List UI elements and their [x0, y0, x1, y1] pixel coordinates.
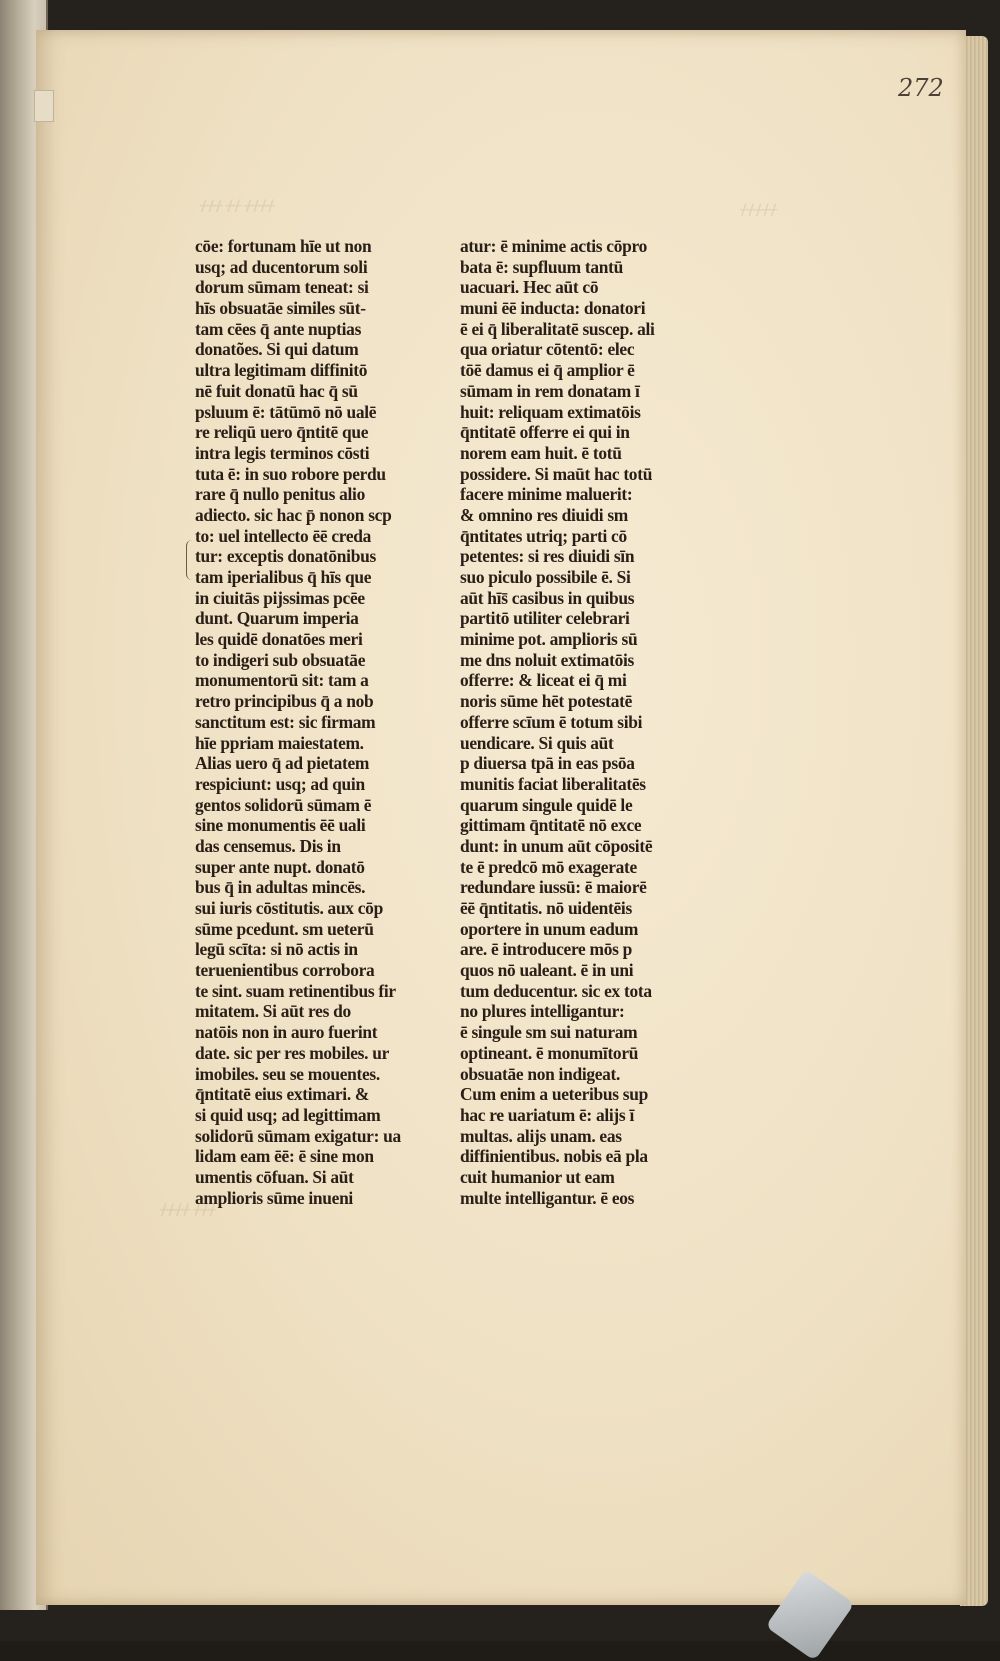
text-line: q̄ntitates utriq; parti cō: [460, 525, 627, 546]
text-line: uendicare. Si quis aūt: [460, 732, 614, 753]
text-line: uacuari. Hec aūt cō: [460, 277, 599, 298]
text-line: te ē predcō mō exagerate: [460, 856, 637, 877]
text-line: super ante nupt. donatō: [195, 856, 365, 877]
text-line: tur: exceptis donatōnibus: [195, 546, 376, 567]
text-line: te sint. suam retinentibus fir: [195, 980, 396, 1001]
text-line: intra legis terminos cōsti: [195, 442, 370, 463]
text-line: sanctitum est: sic firmam: [195, 711, 376, 732]
text-line: q̄ntitatē eius extimari. &: [195, 1084, 370, 1105]
text-line: hīe ppriam maiestatem.: [195, 732, 364, 753]
text-column-right: [460, 236, 710, 1206]
text-line: quos nō ualeant. ē in uni: [460, 960, 634, 981]
text-line: gentos solidorū sūmam ē: [195, 794, 372, 815]
text-line: diffinientibus. nobis eā pla: [460, 1146, 648, 1167]
text-line: tuta ē: in suo robore perdu: [195, 463, 386, 484]
text-line: retro principibus q̄ a nob: [195, 691, 374, 712]
text-line: dorum sūmam teneat: si: [195, 277, 369, 298]
text-line: optineant. ē monumītorū: [460, 1042, 639, 1063]
text-line: ē singule sm sui naturam: [460, 1022, 638, 1043]
text-line: obsuatāe non indigeat.: [460, 1063, 621, 1084]
text-line: cuit humanior ut eam: [460, 1166, 615, 1187]
text-line: cōe: fortunam hīe ut non: [195, 236, 372, 256]
text-line: solidorū sūmam exigatur: ua: [195, 1125, 401, 1146]
text-line: hac re uariatum ē: alijs ī: [460, 1104, 634, 1125]
text-line: sūme pcedunt. sm ueterū: [195, 918, 374, 939]
text-line: suo piculo possibile ē. Si: [460, 567, 631, 587]
text-line: redundare iussū: ē maiorē: [460, 877, 647, 898]
text-line: amplioris sūme inueni: [195, 1187, 353, 1208]
text-line: norem eam huit. ē totū: [460, 442, 622, 463]
text-line: usq; ad ducentorum soli: [195, 256, 368, 277]
text-line: q̄ntitatē offerre ei qui in: [460, 422, 630, 443]
text-line: nē fuit donatū hac q̄ sū: [195, 380, 358, 401]
text-line: offerre: & liceat ei q̄ mi: [460, 670, 627, 691]
text-line: donatões. Si qui datum: [195, 339, 359, 360]
text-line: minime pot. amplioris sū: [460, 629, 638, 650]
text-line: to: uel intellecto ēē creda: [195, 525, 372, 546]
text-line: noris sūme hēt potestatē: [460, 691, 632, 712]
folio-number: 272: [898, 74, 944, 102]
binding-tab: [34, 90, 54, 122]
text-line: date. sic per res mobiles. ur: [195, 1042, 390, 1063]
text-line: munitis faciat liberalitatēs: [460, 773, 646, 794]
text-line: re reliqū uero q̄ntitē que: [195, 422, 369, 443]
text-line: multas. alijs unam. eas: [460, 1125, 622, 1146]
text-line: lidam eam ēē: ē sine mon: [195, 1146, 374, 1167]
text-line: rare q̄ nullo penitus alio: [195, 484, 365, 505]
text-line: oportere in unum eadum: [460, 918, 639, 939]
text-line: dunt: in unum aūt cōpositē: [460, 835, 653, 856]
text-line: qua oriatur cōtentō: elec: [460, 339, 635, 360]
text-line: bus q̄ in adultas mincēs.: [195, 877, 366, 898]
text-line: partitō utiliter celebrari: [460, 608, 630, 629]
bleed-through-top: ᚋᚋᚋ ᚋᚋ ᚋᚋᚋᚋ: [200, 198, 275, 214]
text-line: respiciunt: usq; ad quin: [195, 773, 365, 794]
text-line: offerre scīum ē totum sibi: [460, 711, 643, 732]
text-line: possidere. Si maūt hac totū: [460, 463, 653, 484]
text-line: les quidē donatōes meri: [195, 629, 363, 650]
text-line: quarum singule quidē le: [460, 794, 633, 815]
text-line: ēē q̄ntitatis. nō uidentēis: [460, 898, 632, 918]
text-line: tam cēes q̄ ante nuptias: [195, 318, 362, 339]
text-line: monumentorū sit: tam a: [195, 670, 369, 691]
text-line: tōē damus ei q̄ amplior ē: [460, 360, 635, 381]
text-line: hīs obsuatāe similes sūt-: [195, 298, 366, 319]
text-line: gittimam q̄ntitatē nō exce: [460, 815, 642, 836]
text-line: sui iuris cōstitutis. aux cōp: [195, 898, 383, 918]
text-column-left: [195, 236, 445, 1206]
text-line: atur: ē minime actis cōpro: [460, 236, 647, 256]
text-line: bata ē: supfluum tantū: [460, 256, 623, 277]
text-line: p diuersa tpā in eas psōa: [460, 753, 635, 774]
text-line: tam iperialibus q̄ hīs que: [195, 567, 372, 587]
text-line: ultra legitimam diffinitō: [195, 360, 368, 381]
text-line: Cum enim a ueteribus sup: [460, 1084, 648, 1105]
text-line: umentis cōfuan. Si aūt: [195, 1166, 354, 1187]
bleed-through-right: ᚋᚋᚋᚋᚋ: [740, 202, 778, 218]
text-line: no plures intelligantur:: [460, 1001, 625, 1022]
text-line: & omnino res diuidi sm: [460, 504, 628, 525]
text-line: Alias uero q̄ ad pietatem: [195, 753, 370, 774]
text-line: me dns noluit extimatōis: [460, 649, 634, 670]
text-line: sine monumentis ēē uali: [195, 815, 366, 836]
text-line: psluum ē: tātūmō nō ualē: [195, 401, 377, 422]
text-line: mitatem. Si aūt res do: [195, 1001, 351, 1022]
text-line: teruenientibus corrobora: [195, 960, 375, 981]
text-line: muni ēē inducta: donatori: [460, 298, 646, 319]
text-line: ē ei q̄ liberalitatē suscep. ali: [460, 318, 655, 339]
text-line: to indigeri sub obsuatāe: [195, 649, 366, 670]
text-line: in ciuitās pijssimas pcēe: [195, 587, 365, 608]
text-line: multe intelligantur. ē eos: [460, 1187, 635, 1208]
text-line: dunt. Quarum imperia: [195, 608, 359, 629]
bleed-through-bottom: ᚋᚋᚋᚋ ᚋᚋᚋ: [160, 1202, 217, 1218]
text-line: facere minime maluerit:: [460, 484, 633, 505]
text-line: huit: reliquam extimatōis: [460, 401, 641, 422]
text-line: tum deducentur. sic ex tota: [460, 980, 652, 1001]
text-line: petentes: si res diuidi sīn: [460, 546, 635, 567]
text-line: sūmam in rem donatam ī: [460, 380, 640, 401]
text-line: are. ē introducere mōs p: [460, 939, 632, 960]
text-line: adiecto. sic hac p̄ nonon scp: [195, 504, 392, 525]
text-line: das censemus. Dis in: [195, 835, 341, 856]
text-line: legū scīta: si nō actis in: [195, 939, 358, 960]
text-line: imobiles. seu se mouentes.: [195, 1063, 380, 1084]
text-line: aūt hīs̄ casibus in quibus: [460, 587, 635, 608]
text-line: si quid usq; ad legittimam: [195, 1104, 381, 1125]
text-line: natōis non in auro fuerint: [195, 1022, 378, 1043]
